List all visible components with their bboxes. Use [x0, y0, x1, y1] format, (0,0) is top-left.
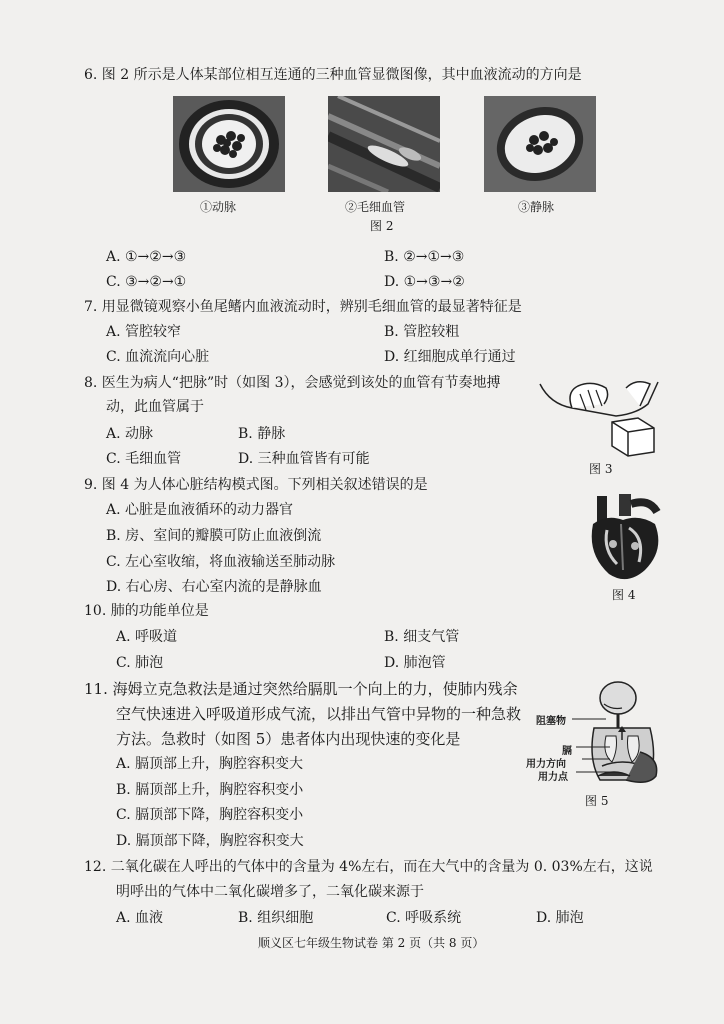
- q9-option-d[interactable]: D. 右心房、右心室内流的是静脉血: [106, 579, 322, 595]
- q6-option-c[interactable]: C. ③→②→①: [106, 274, 187, 290]
- artery-micrograph-icon: [173, 96, 285, 192]
- force-point-label: 用力点: [538, 772, 568, 783]
- figure-4-label: 图 4: [612, 588, 636, 602]
- q10-option-d[interactable]: D. 肺泡管: [384, 655, 446, 671]
- q6-option-d[interactable]: D. ①→③→②: [384, 274, 465, 290]
- q12-option-c[interactable]: C. 呼吸系统: [386, 910, 462, 926]
- q11-option-a[interactable]: A. 膈顶部上升，胸腔容积变大: [116, 756, 304, 772]
- vein-caption: ③静脉: [518, 200, 555, 214]
- q8-option-c[interactable]: C. 毛细血管: [106, 451, 182, 467]
- q6-stem: 6. 图 2 所示是人体某部位相互连通的三种血管显微图像，其中血液流动的方向是: [84, 67, 582, 83]
- force-direction-label: 用力方向: [526, 759, 566, 770]
- q11-stem-line2: 空气快速进入呼吸道形成气流，以排出气管中异物的一种急救: [116, 705, 522, 723]
- q11-option-b[interactable]: B. 膈顶部上升，胸腔容积变小: [116, 782, 304, 798]
- q12-stem-line1: 12. 二氧化碳在人呼出的气体中的含量为 4%左右，而在大气中的含量为 0. 03%左右，这说: [84, 859, 653, 875]
- vein-micrograph-icon: [484, 96, 596, 192]
- capillary-micrograph-icon: [328, 96, 440, 192]
- q7-option-a[interactable]: A. 管腔较窄: [106, 324, 182, 340]
- q9-option-a[interactable]: A. 心脏是血液循环的动力器官: [106, 502, 294, 518]
- q9-option-c[interactable]: C. 左心室收缩，将血液输送至肺动脉: [106, 554, 336, 570]
- q10-option-b[interactable]: B. 细支气管: [384, 629, 460, 645]
- q11-option-d[interactable]: D. 膈顶部下降，胸腔容积变大: [116, 833, 304, 849]
- q11-stem-line1: 11. 海姆立克急救法是通过突然给膈肌一个向上的力，使肺内残余: [84, 680, 518, 698]
- q6-option-a[interactable]: A. ①→②→③: [106, 249, 187, 265]
- q8-stem-line2: 动，此血管属于: [106, 399, 204, 415]
- q10-option-a[interactable]: A. 呼吸道: [116, 629, 178, 645]
- q11-stem-line3: 方法。急救时（如图 5）患者体内出现快速的变化是: [116, 730, 461, 748]
- figure-3-label: 图 3: [589, 462, 613, 476]
- q7-option-c[interactable]: C. 血流流向心脏: [106, 349, 210, 365]
- q7-option-d[interactable]: D. 红细胞成单行通过: [384, 349, 516, 365]
- q12-option-b[interactable]: B. 组织细胞: [238, 910, 314, 926]
- q12-option-a[interactable]: A. 血液: [116, 910, 164, 926]
- q10-option-c[interactable]: C. 肺泡: [116, 655, 164, 671]
- diaphragm-label: 膈: [562, 746, 572, 757]
- q8-stem-line1: 8. 医生为病人“把脉”时（如图 3），会感觉到该处的血管有节奏地搏: [84, 375, 501, 391]
- capillary-caption: ②毛细血管: [345, 200, 406, 214]
- figure-5-leader-lines: [572, 715, 612, 775]
- pulse-check-hand-icon: [536, 374, 662, 464]
- q12-stem-line2: 明呼出的气体中二氧化碳增多了，二氧化碳来源于: [116, 884, 424, 900]
- q10-stem: 10. 肺的功能单位是: [84, 603, 209, 619]
- figure-5-label: 图 5: [585, 794, 609, 808]
- q8-option-a[interactable]: A. 动脉: [106, 426, 154, 442]
- heart-diagram-icon: [583, 494, 667, 588]
- q12-option-d[interactable]: D. 肺泡: [536, 910, 584, 926]
- q7-stem: 7. 用显微镜观察小鱼尾鳍内血液流动时，辨别毛细血管的最显著特征是: [84, 299, 522, 315]
- q7-option-b[interactable]: B. 管腔较粗: [384, 324, 460, 340]
- q11-option-c[interactable]: C. 膈顶部下降，胸腔容积变小: [116, 807, 304, 823]
- figure-2-label: 图 2: [370, 219, 394, 233]
- q9-stem: 9. 图 4 为人体心脏结构模式图。下列相关叙述错误的是: [84, 477, 428, 493]
- q8-option-d[interactable]: D. 三种血管皆有可能: [238, 451, 370, 467]
- blockage-label: 阻塞物: [536, 716, 566, 727]
- q8-option-b[interactable]: B. 静脉: [238, 426, 286, 442]
- page-footer: 顺义区七年级生物试卷 第 2 页（共 8 页）: [258, 936, 485, 950]
- q9-option-b[interactable]: B. 房、室间的瓣膜可防止血液倒流: [106, 528, 322, 544]
- artery-caption: ①动脉: [200, 200, 237, 214]
- q6-option-b[interactable]: B. ②→①→③: [384, 249, 465, 265]
